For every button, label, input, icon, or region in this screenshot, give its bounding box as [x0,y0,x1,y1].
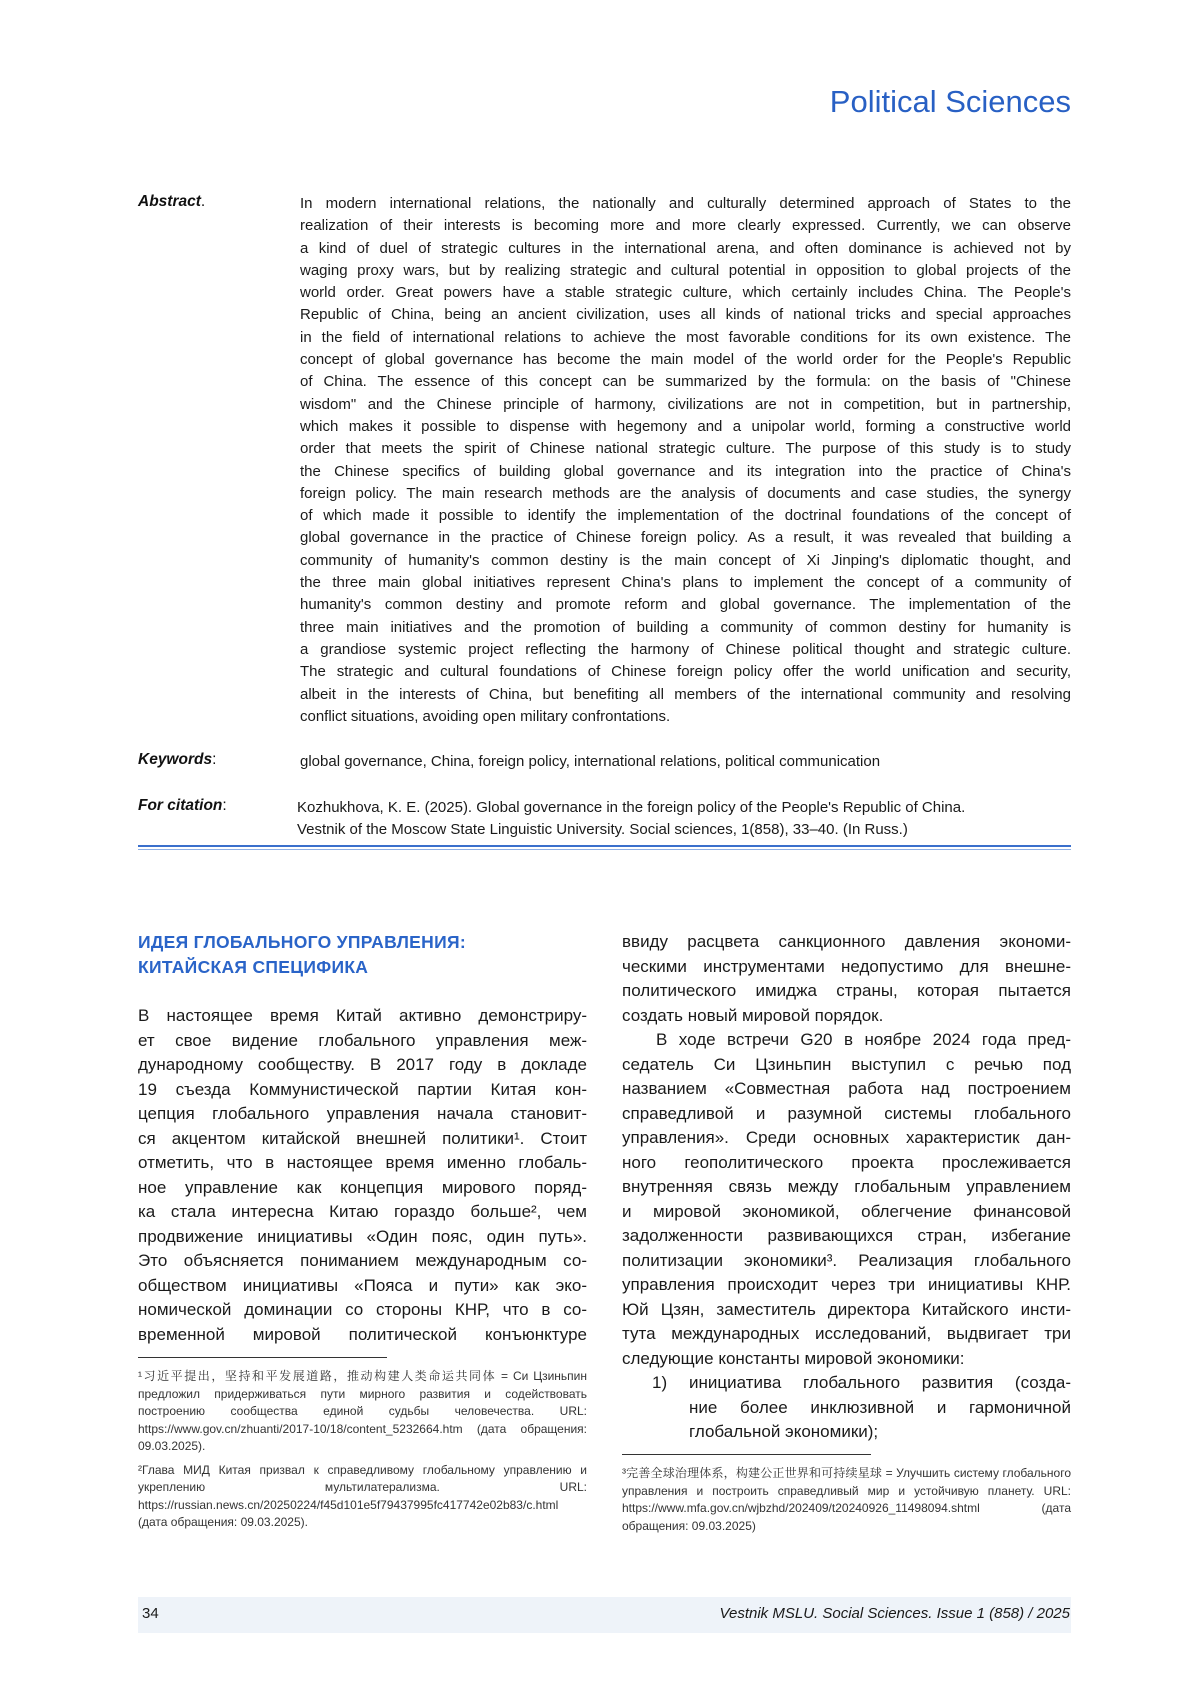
text-line: ного геополитического проекта прослеживается [622,1151,1071,1176]
text-line: тута международных исследований, выдвигает три [622,1322,1071,1347]
text-line: номической доминации со стороны КНР, что в со- [138,1298,587,1323]
text-line: waging proxy wars, but by realizing strategic and cultural potential in opposition to global projects of the [300,260,1071,282]
text-line: справедливой и разумной системы глобального [622,1102,1071,1127]
footnote-3: ³完善全球治理体系，构建公正世界和可持续星球 = Улучшить систему глобального управления и построить справедливый мир и устойчивую планету. URL: https://www.mfa.gov.cn/wjbzhd/202409/t20240926_11498094.shtml (дата обращения: 09.03.2025) [622,1465,1071,1535]
text-line: управления происходит через три инициативы КНР. [622,1273,1071,1298]
text-line: ет свое видение глобального управления меж- [138,1029,587,1054]
text-line: ное управление как концепция мирового поряд- [138,1176,587,1201]
journal-name: Vestnik MSLU. Social Sciences. Issue 1 (858) / 2025 [720,1605,1070,1622]
text-line: В настоящее время Китай активно демонстриру- [138,1004,587,1029]
text-line: цепция глобального управления начала становит- [138,1102,587,1127]
text-line: Юй Цзян, заместитель директора Китайского инсти- [622,1298,1071,1323]
heading-line: ИДЕЯ ГЛОБАЛЬНОГО УПРАВЛЕНИЯ: [138,930,466,955]
text-line: the three main global initiatives represent China's plans to implement the concept of a community of [300,572,1071,594]
text-line: задолженности развивающихся стран, избегание [622,1224,1071,1249]
text-line: 19 съезда Коммунистической партии Китая кон- [138,1078,587,1103]
text-line: conflict situations, avoiding open military confrontations. [300,706,1071,728]
text-line: В ходе встречи G20 в ноябре 2024 года пред- [622,1028,1071,1053]
text-line: in the field of international relations to achieve the most favorable conditions for its own existence. The [300,327,1071,349]
text-line: global governance in the practice of Chinese foreign policy. As a result, it was revealed that building a [300,527,1071,549]
list-number: 1) [652,1371,667,1396]
keywords-label: Keywords: [138,751,216,769]
text-line: which makes it possible to dispense with hegemony and a unipolar world, forming a constructive world [300,416,1071,438]
footnote-rule [138,1357,387,1358]
footnotes-right [622,1465,1071,1541]
text-line: дународному сообществу. В 2017 году в докладе [138,1053,587,1078]
citation-label: For citation: [138,797,227,815]
footnotes-left [138,1368,587,1538]
text-line: ческими инструментами недопустимо для внешне- [622,955,1071,980]
page-number: 34 [142,1605,159,1622]
text-line: ние более инклюзивной и гармоничной [689,1396,1071,1421]
footnote-rule [622,1454,871,1455]
body-right-column [622,930,1071,1445]
text-line: ввиду расцвета санкционного давления экономи- [622,930,1071,955]
text-line: временной мировой политической конъюнктуре [138,1323,587,1348]
text-line: a grandiose systemic project reflecting the harmony of Chinese political thought and strategic culture. [300,639,1071,661]
text-line: realization of their interests is becoming more and more clearly expressed. Currently, we can observe [300,215,1071,237]
text-line: order that meets the spirit of Chinese national strategic culture. The purpose of this study is to study [300,438,1071,460]
text-line: In modern international relations, the nationally and culturally determined approach of States to the [300,193,1071,215]
text-line: foreign policy. The main research methods are the analysis of documents and case studies, the synergy [300,483,1071,505]
footnote-2: ²Глава МИД Китая призвал к справедливому глобальному управлению и укреплению мультилатерализма. URL: https://russian.news.cn/20250224/f45d101e5f79437995fc417742e02b83/c.html (дата обращения: 09.03.2025). [138,1462,587,1532]
text-line: of which made it possible to identify the implementation of the doctrinal foundations of the concept of [300,505,1071,527]
text-line: The strategic and cultural foundations of Chinese foreign policy offer the world unification and security, [300,661,1071,683]
text-line: Это объясняется пониманием международным со- [138,1249,587,1274]
text-line: глобальной экономики); [689,1420,1071,1445]
text-line: of China. The essence of this concept can be summarized by the formula: on the basis of "Chinese [300,371,1071,393]
text-line: the Chinese specifics of building global governance and its integration into the practice of China's [300,461,1071,483]
list-text [689,1371,1071,1445]
text-line: названием «Совместная работа над построением [622,1077,1071,1102]
abstract-label: Abstract. [138,193,205,211]
text-line: внутренняя связь между глобальным управлением [622,1175,1071,1200]
citation-line: Kozhukhova, K. E. (2025). Global governance in the foreign policy of the People's Republic of China. [297,797,1068,819]
text-line: Republic of China, being an ancient civilization, uses all kinds of national tricks and special approaches [300,304,1071,326]
abstract-label-text: Abstract [138,193,201,210]
text-line: инициатива глобального развития (созда- [689,1371,1071,1396]
text-line: albeit in the interests of China, but benefiting all members of the international community and resolving [300,684,1071,706]
list-item [622,1371,1071,1445]
text-line: следующие константы мировой экономики: [622,1347,1071,1372]
text-line: создать новый мировой порядок. [622,1004,1071,1029]
text-line: community of humanity's common destiny is the main concept of Xi Jinping's diplomatic thought, and [300,550,1071,572]
text-line: humanity's common destiny and promote reform and global governance. The implementation of the [300,594,1071,616]
divider [138,845,1071,847]
text-line: world order. Great powers have a stable strategic culture, which certainly includes China. The People's [300,282,1071,304]
keywords-label-text: Keywords [138,751,212,768]
text-line: wisdom" and the Chinese principle of harmony, civilizations are not in competition, but in partnership, [300,394,1071,416]
text-line: a kind of duel of strategic cultures in the international arena, and often dominance is achieved not by [300,238,1071,260]
body-left-column [138,1004,587,1347]
section-heading [138,930,466,980]
citation-line: Vestnik of the Moscow State Linguistic University. Social sciences, 1(858), 33–40. (In Russ.) [297,819,1068,841]
section-title: Political Sciences [830,84,1071,120]
text-line: седатель Си Цзиньпин выступил с речью под [622,1053,1071,1078]
text-line: обществом инициативы «Пояса и пути» как эко- [138,1274,587,1299]
divider [138,849,1071,850]
text-line: отметить, что в настоящее время именно глобаль- [138,1151,587,1176]
citation-text [297,797,1068,842]
text-line: ся акцентом китайской внешней политики¹. Стоит [138,1127,587,1152]
text-line: и мировой экономикой, облегчение финансовой [622,1200,1071,1225]
text-line: политизации экономики³. Реализация глобального [622,1249,1071,1274]
abstract-text [300,193,1071,728]
heading-line: КИТАЙСКАЯ СПЕЦИФИКА [138,955,466,980]
text-line: ка стала интересна Китаю гораздо больше², чем [138,1200,587,1225]
text-line: управления». Среди основных характеристик дан- [622,1126,1071,1151]
paragraph [622,1028,1071,1371]
keywords-text: global governance, China, foreign policy, international relations, political communication [300,751,1071,773]
text-line: политического имиджа страны, которая пытается [622,979,1071,1004]
citation-label-text: For citation [138,797,222,814]
text-line: concept of global governance has become the main model of the world order for the People's Republic [300,349,1071,371]
text-line: продвижение инициативы «Один пояс, один путь». [138,1225,587,1250]
footnote-1: ¹习近平提出，坚持和平发展道路，推动构建人类命运共同体 = Си Цзиньпин предложил придерживаться пути мирного развития и содействовать построению сообщества единой судьбы человечества. URL: https://www.gov.cn/zhuanti/2017-10/18/content_5232664.htm (дата обращения: 09.03.2025). [138,1368,587,1456]
paragraph [622,930,1071,1028]
text-line: three main initiatives and the promotion of building a community of common destiny for humanity is [300,617,1071,639]
